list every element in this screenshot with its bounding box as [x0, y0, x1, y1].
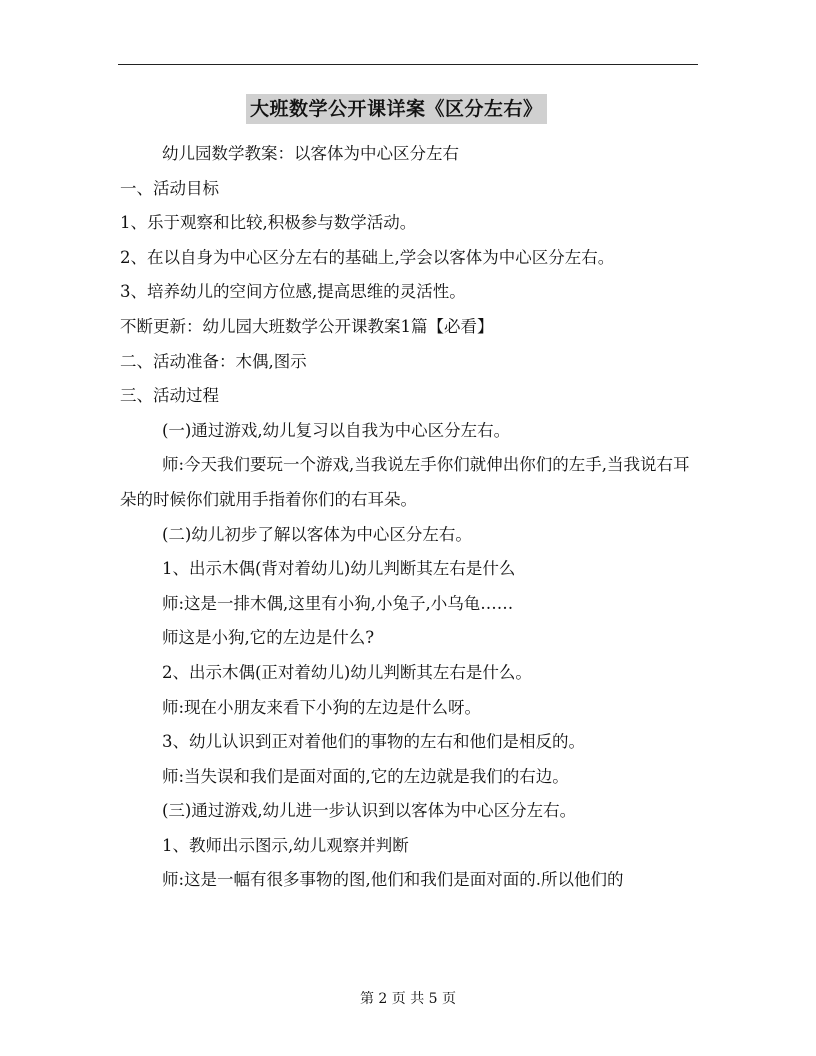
- header-rule: [118, 64, 698, 65]
- paragraph-teacher-1: 师:今天我们要玩一个游戏,当我说左手你们就伸出你们的左手,当我说右耳朵的时候你们就用手指着你们的右耳朵。: [120, 455, 690, 509]
- paragraph-step-3: (三)通过游戏,幼儿进一步认识到以客体为中心区分左右。: [162, 801, 577, 821]
- paragraph-section-3: 三、活动过程: [120, 386, 219, 406]
- paragraph-goal-1: 1、乐于观察和比较,积极参与数学活动。: [120, 213, 417, 233]
- paragraph-section-2: 二、活动准备：木偶,图示: [120, 351, 307, 371]
- paragraph-item-4: 1、教师出示图示,幼儿观察并判断: [162, 835, 409, 855]
- document-body: [120, 137, 700, 898]
- paragraph-teacher-3: 师这是小狗,它的左边是什么?: [162, 628, 375, 648]
- paragraph-step-2: (二)幼儿初步了解以客体为中心区分左右。: [162, 524, 472, 544]
- paragraph-section-1: 一、活动目标: [120, 178, 219, 198]
- paragraph-item-1: 1、出示木偶(背对着幼儿)幼儿判断其左右是什么: [162, 559, 516, 579]
- paragraph-item-2: 2、出示木偶(正对着幼儿)幼儿判断其左右是什么。: [162, 662, 532, 682]
- paragraph-teacher-6: 师:这是一幅有很多事物的图,他们和我们是面对面的.所以他们的: [162, 870, 624, 890]
- paragraph-teacher-5: 师:当失误和我们是面对面的,它的左边就是我们的右边。: [162, 766, 569, 786]
- paragraph-step-1: (一)通过游戏,幼儿复习以自我为中心区分左右。: [162, 420, 511, 440]
- paragraph-update-link: 不断更新：幼儿园大班数学公开课教案1篇【必看】: [120, 316, 494, 336]
- paragraph-goal-2: 2、在以自身为中心区分左右的基础上,学会以客体为中心区分左右。: [120, 247, 615, 267]
- paragraph-goal-3: 3、培养幼儿的空间方位感,提高思维的灵活性。: [120, 282, 466, 302]
- paragraph-subtitle: 幼儿园数学教案：以客体为中心区分左右: [162, 144, 459, 163]
- paragraph-item-3: 3、幼儿认识到正对着他们的事物的左右和他们是相反的。: [162, 732, 585, 752]
- paragraph-teacher-4: 师:现在小朋友来看下小狗的左边是什么呀。: [162, 697, 482, 717]
- paragraph-teacher-2: 师:这是一排木偶,这里有小狗,小兔子,小乌龟……: [162, 593, 514, 613]
- document-title: 大班数学公开课详案《区分左右》: [246, 94, 547, 124]
- page-number: 第 2 页 共 5 页: [359, 991, 457, 1007]
